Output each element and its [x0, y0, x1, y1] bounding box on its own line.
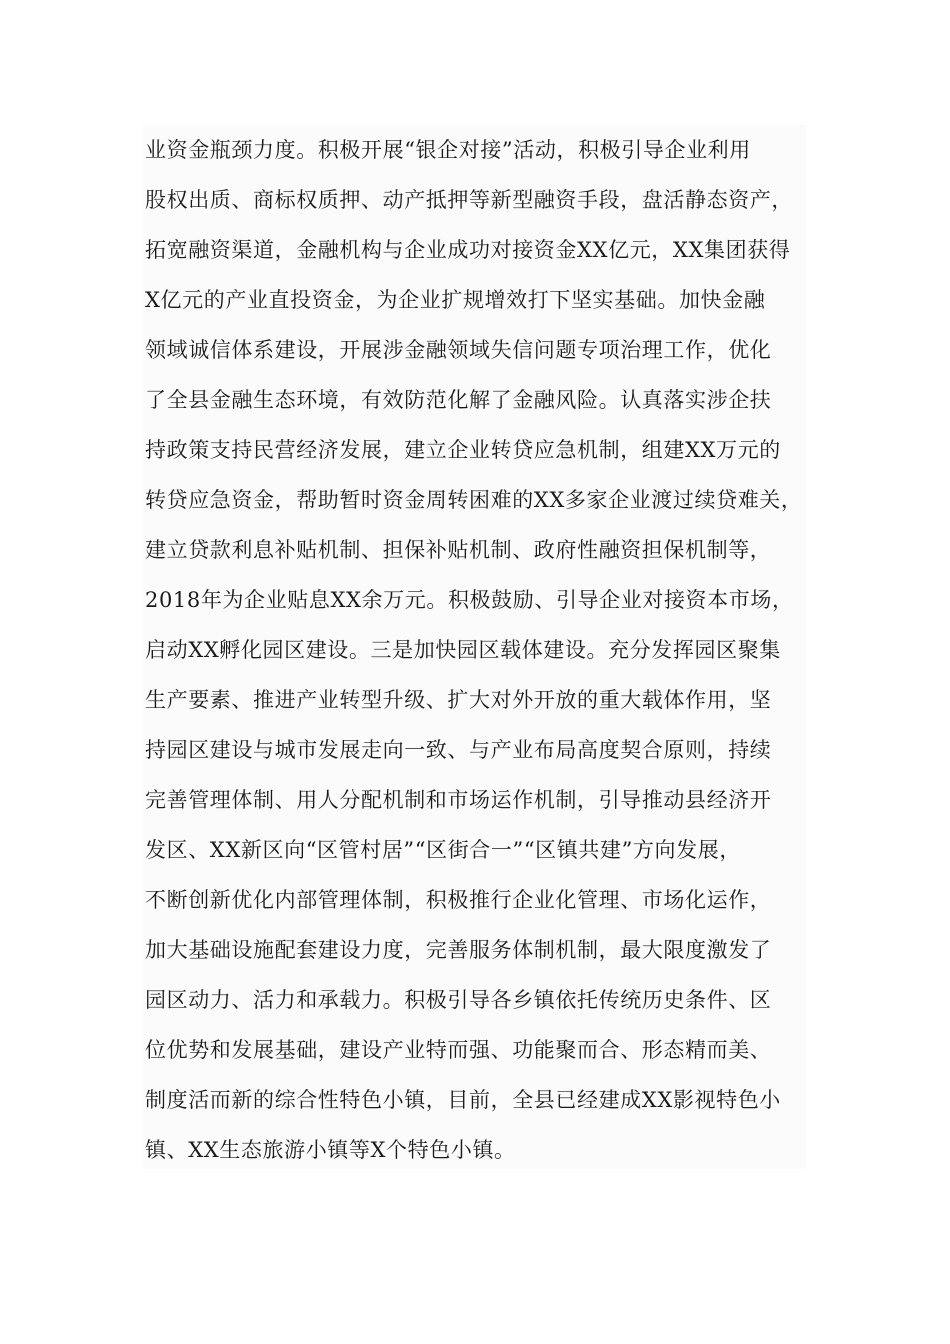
text-line: 完善管理体制、用人分配机制和市场运作机制，引导推动县经济开: [145, 788, 772, 812]
text-line: X亿元的产业直投资金，为企业扩规增效打下坚实基础。加快金融: [145, 288, 766, 312]
body-text-block: [143, 125, 806, 1169]
text-line: 股权出质、商标权质押、动产抵押等新型融资手段，盘活静态资产，: [145, 188, 793, 212]
text-line: 了全县金融生态环境，有效防范化解了金融风险。认真落实涉企扶: [145, 388, 772, 412]
text-line: 转贷应急资金，帮助暂时资金周转困难的XX多家企业渡过续贷难关，: [145, 488, 803, 512]
text-line: 制度活而新的综合性特色小镇，目前，全县已经建成XX影视特色小: [145, 1088, 781, 1112]
text-line: 不断创新优化内部管理体制，积极推行企业化管理、市场化运作，: [145, 888, 772, 912]
text-line: 领域诚信体系建设，开展涉金融领域失信问题专项治理工作，优化: [145, 338, 772, 362]
text-line: 发区、XX新区向“区管村居”“区街合一”“区镇共建”方向发展，: [145, 838, 741, 862]
text-line: 持园区建设与城市发展走向一致、与产业布局高度契合原则，持续: [145, 738, 772, 762]
text-line: 持政策支持民营经济发展，建立企业转贷应急机制，组建XX万元的: [145, 438, 781, 462]
text-line: 建立贷款利息补贴机制、担保补贴机制、政府性融资担保机制等，: [145, 538, 772, 562]
text-line: 启动XX孵化园区建设。三是加快园区载体建设。充分发挥园区聚集: [145, 638, 781, 662]
text-line: 业资金瓶颈力度。积极开展“银企对接”活动，积极引导企业利用: [145, 138, 751, 162]
text-line: 园区动力、活力和承载力。积极引导各乡镇依托传统历史条件、区: [145, 988, 772, 1012]
text-line: 镇、XX生态旅游小镇等X个特色小镇。: [145, 1138, 516, 1162]
text-line: 2018年为企业贴息XX余万元。积极鼓励、引导企业对接资本市场，: [145, 588, 794, 612]
text-line: 拓宽融资渠道，金融机构与企业成功对接资金XX亿元，XX集团获得: [145, 238, 791, 262]
text-line: 位优势和发展基础，建设产业特而强、功能聚而合、形态精而美、: [145, 1038, 772, 1062]
text-line: 加大基础设施配套建设力度，完善服务体制机制，最大限度激发了: [145, 938, 772, 962]
text-line: 生产要素、推进产业转型升级、扩大对外开放的重大载体作用，坚: [145, 688, 772, 712]
